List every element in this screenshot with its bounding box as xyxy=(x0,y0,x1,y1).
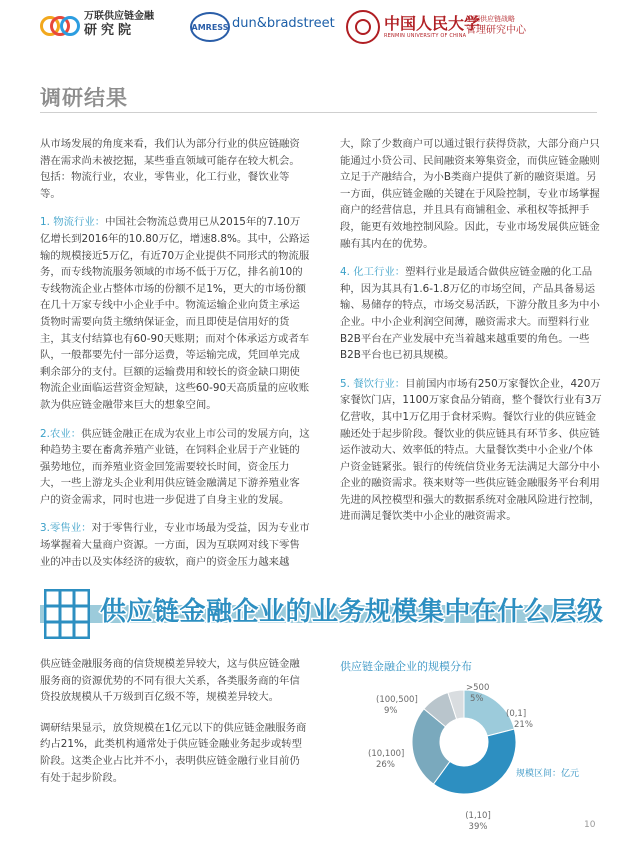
slice-value-label: 26% xyxy=(376,760,395,770)
renmin-university-en: RENMIN UNIVERSITY OF CHINA xyxy=(384,33,467,39)
retail-label: 3.零售业： xyxy=(40,522,92,535)
slice-value-label: 5% xyxy=(470,694,484,704)
retail-text: 对于零售行业，专业市场最为受益，因为专业市场掌握着大量商户资源。一方面，因为互联网对线下零售业的冲击以及实体经济的疲软，商户的资金压力越来越 xyxy=(40,522,310,568)
chemical-text: 塑料行业是最适合做供应链金融的化工品种，因为其具有1.6-1.8万亿的市场空间，产品具备易运输、易储存的特点，市场交易活跃，下游分散且多为中小企业。中小企业利润空间薄，融资需求大。而塑料行业B2B平台在产业发展中充当着越来越重要的角色。一些B2B平台也已初具规模。 xyxy=(340,266,600,362)
chemical-paragraph xyxy=(340,264,602,364)
agriculture-text: 供应链金融正在成为农业上市公司的发展方向，这种趋势主要在畜禽养殖产业链，在饲料企业居于产业链的强势地位，而养殖业资金回笼需要较长时间，资金压力大，一些上游龙头企业利用供应链金融满足下游养殖业客户的资金需求，同时也进一步促进了自身主业的发展。 xyxy=(40,427,310,506)
left-column xyxy=(40,136,310,582)
wanlian-rings-icon xyxy=(40,10,80,40)
scale-paragraph-1: 供应链金融服务商的信贷规模差异较大，这与供应链金融服务商的资源优势的不同有很大关系，各类服务商的年信贷投放规模从千万级到百亿级不等，规模差异较大。 xyxy=(40,658,300,704)
slice-value-label: 39% xyxy=(468,822,488,832)
slice-label: (0,1] xyxy=(506,709,527,719)
amress-logo xyxy=(190,12,230,42)
catering-text: 目前国内市场有250万家餐饮企业，420万家餐饮门店，1100万家食品分销商，整个餐饮行业有3万亿营收，其中1万亿用于食材采购。餐饮行业的供应链金融还处于起步阶段。餐饮业的供应链具有环节多、供应链运作波动大、效率低的特点。大量餐饮类中小企业/个体户资金链紧张。银行的传统信贷业务无法满足大部分中小企业的融资需求。筷来财等一些供应链金融服务平台利用先进的风控模型和强大的数据系统对金融风险进行控制，进而满足餐饮类中小企业的融资需求。 xyxy=(340,377,602,523)
renmin-university-name: 中国人民大学 xyxy=(384,14,481,33)
slice-label: (100,500] xyxy=(376,695,418,705)
slice-label: >500 xyxy=(466,683,490,693)
university-seal-icon xyxy=(346,10,380,44)
slice-value-label: 21% xyxy=(514,720,533,730)
intro-paragraph: 从市场发展的角度来看，我们认为部分行业的供应链融资潜在需求尚未被挖掘，某些垂直领域可能存在较大机会。包括：物流行业，农业，零售业，化工行业，餐饮业等等。 xyxy=(40,138,300,200)
logistics-label: 1. 物流行业： xyxy=(40,216,106,229)
retail-paragraph xyxy=(40,520,310,570)
logistics-text: 中国社会物流总费用已从2015年的7.10万亿增长到2016年的10.80万亿，增速8.8%。其中，公路运输的规模接近5万亿，有近70万企业提供不同形式的物流服务，而专线物流服务领域的市场不低于万亿，排名前10的专线物流企业占整体市场的份额不足1%，更大的市场份额在几十万家专线中小企业手中。物流运输企业向货主承运货物时需要向货主缴纳保证金，而且即使是信用好的货主，其支付结算也有60-90天账期；而对个体承运方或者车队，一般都要先付一部分运费，等运输完成，凭回单完成剩余部分的支付。巨额的运输费用和较长的资金缺口期使物流企业面临运营资金短缺，这些60-90天高质量的应收账款为供应链金融带来巨大的想象空间。 xyxy=(40,216,310,411)
grid-icon xyxy=(44,589,90,639)
chart-title: 供应链金融企业的规模分布 xyxy=(340,660,472,673)
slice-label: (1,10] xyxy=(465,811,491,821)
amress-logo-text: AMRESS xyxy=(190,12,230,42)
research-center-logo xyxy=(466,14,526,36)
scale-text xyxy=(40,656,310,800)
section-title: 调研结果 xyxy=(40,86,128,110)
catering-paragraph xyxy=(340,376,602,525)
page-number: 10 xyxy=(584,820,596,830)
section-banner xyxy=(40,585,604,643)
wanlian-logo-line2: 研究院 xyxy=(84,23,136,38)
research-center-line1: 中国供应链战略 xyxy=(466,15,515,23)
scale-distribution-donut-chart xyxy=(330,676,610,840)
wanlian-logo xyxy=(40,10,154,40)
chemical-label: 4. 化工行业： xyxy=(340,266,406,279)
right-column xyxy=(340,136,602,537)
wanlian-logo-line1: 万联供应链金融 xyxy=(84,11,154,22)
retail-continued-paragraph: 大，除了少数商户可以通过银行获得贷款，大部分商户只能通过小贷公司、民间融资来筹集资金，而供应链金融则立足于产融结合，为小B类商户提供了新的融资渠道。另一方面，供应链金融的关键在于风险控制，专业市场掌握商户的经营信息，并且具有商铺租金、承租权等抵押手段，能更有效地控制风险。因此，专业市场发展供应链金融有其内在的优势。 xyxy=(340,138,600,250)
dun-bradstreet-logo: dun&bradstreet xyxy=(232,16,335,31)
scale-paragraph-2: 调研结果显示，放贷规模在1亿元以下的供应链金融服务商约占21%，此类机构通常处于供应链金融业务起步或转型阶段。这类企业占比并不小，表明供应链金融行业目前仍有处于起步阶段。 xyxy=(40,721,307,784)
slice-value-label: 9% xyxy=(384,706,398,716)
slice-label: (10,100] xyxy=(368,749,405,759)
section-divider xyxy=(40,112,597,113)
page-header xyxy=(0,0,640,56)
banner-title: 供应链金融企业的业务规模集中在什么层级 xyxy=(100,597,604,627)
logistics-paragraph xyxy=(40,214,310,413)
chart-unit-label: 规模区间：亿元 xyxy=(516,769,580,779)
catering-label: 5. 餐饮行业： xyxy=(340,377,406,390)
research-center-line2: 管理研究中心 xyxy=(466,25,526,36)
renmin-university-logo xyxy=(346,10,480,44)
agriculture-label: 2.农业： xyxy=(40,427,82,440)
agriculture-paragraph xyxy=(40,426,310,509)
